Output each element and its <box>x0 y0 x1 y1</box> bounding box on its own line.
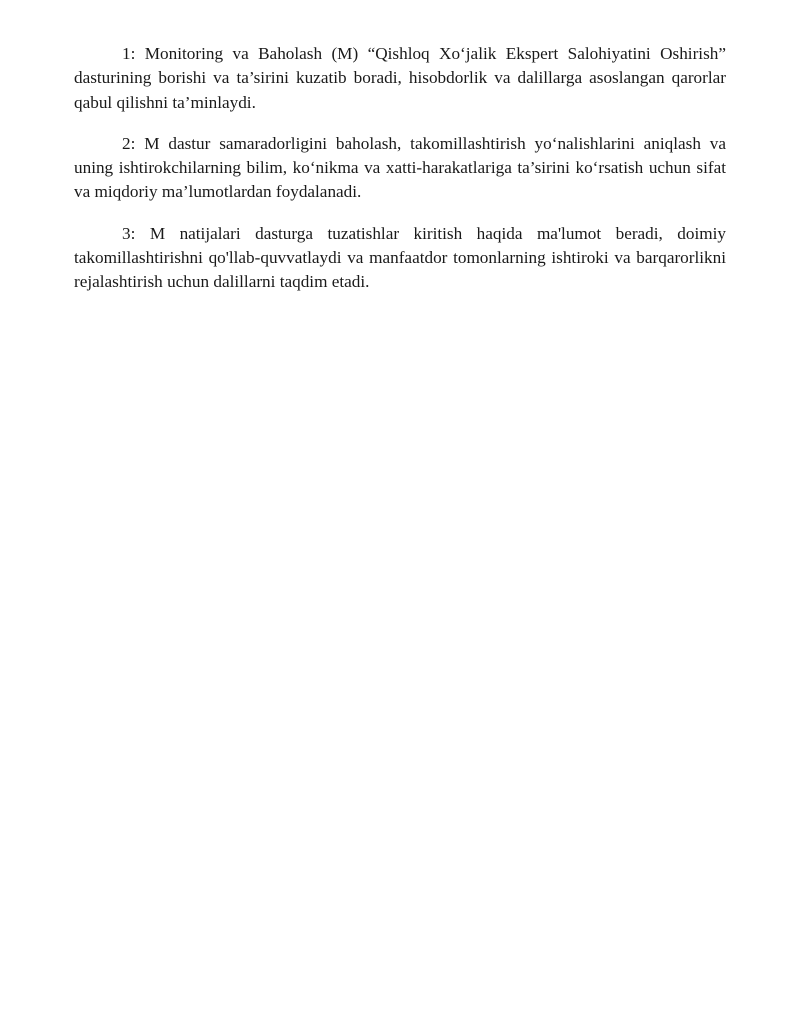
paragraph-1: 1: Monitoring va Baholash (M) “Qishloq Xo‘jalik Ekspert Salohiyatini Oshirish” dasturining borishi va ta’sirini kuzatib boradi, hisobdorlik va dalillarga asoslangan qarorlar qabul qilishni ta’minlaydi. <box>74 44 726 112</box>
paragraph-2: 2: M dastur samaradorligini baholash, takomillashtirish yo‘nalishlarini aniqlash va uning ishtirokchilarning bilim, ko‘nikma va xatti-harakatlariga ta’sirini ko‘rsatish uchun sifat va miqdoriy ma’lumotlardan foydalanadi. <box>74 133 726 202</box>
paragraph-3: 3: M natijalari dasturga tuzatishlar kiritish haqida ma'lumot beradi, doimiy takomillashtirishni qo'llab-quvvatlaydi va manfaatdor tomonlarning ishtiroki va barqarorlikni rejalashtirish uchun dalillarni taqdim etadi. <box>74 223 726 292</box>
document-body <box>74 42 726 312</box>
